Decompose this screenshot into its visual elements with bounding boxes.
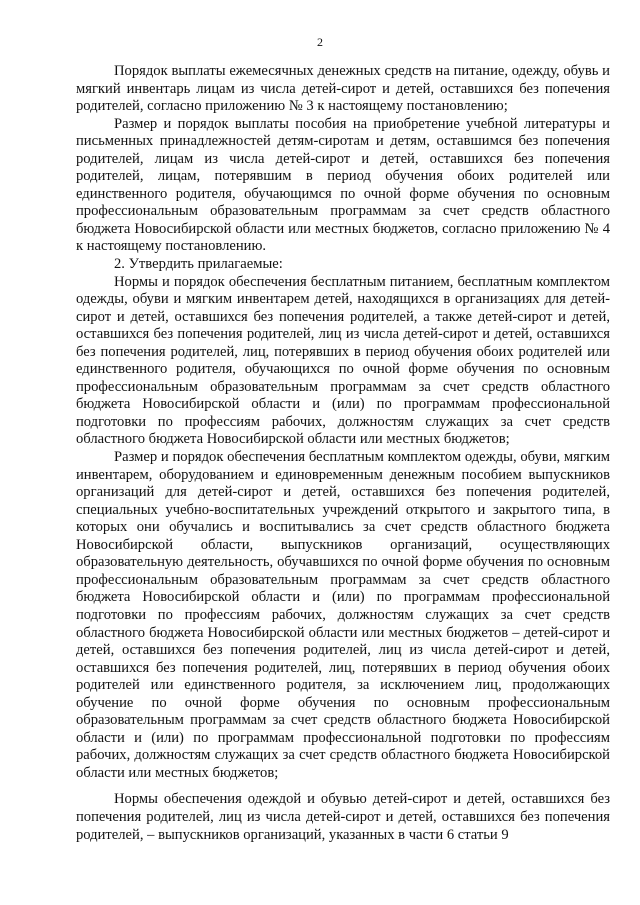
- document-body: [76, 63, 610, 844]
- paragraph-payment-procedure: Порядок выплаты ежемесячных денежных средств на питание, одежду, обувь и мягкий инвентарь лицам из числа детей-сирот и детей, оставшихся без попечения родителей, согласно приложению № 3 к настоящему постановлению;: [76, 63, 610, 115]
- paragraph-graduates-provision: Размер и порядок обеспечения бесплатным комплектом одежды, обуви, мягким инвентарем, оборудованием и единовременным денежным пособием выпускников организаций для детей-сирот и детей, оставшихся без попечения родителей, специальных учебно-воспитательных учреждений открытого и закрытого типа, в которых они обучались и воспитывались за счет средств областного бюджета Новосибирской области, выпускников организаций, осуществляющих образовательную деятельность, обучавшихся по очной форме обучения по основным профессиональным образовательным программам за счет средств областного бюджета Новосибирской области и (или) по программам профессиональной подготовки по профессиям рабочих, должностям служащих за счет средств областного бюджета Новосибирской области или местных бюджетов – детей-сирот и детей, оставшихся без попечения родителей, лиц из числа детей-сирот и детей, оставшихся без попечения родителей, лиц, потерявших в период обучения обоих родителей или единственного родителя, за исключением лиц, продолжающих обучение по очной форме обучения по основным профессиональным образовательным программам за счет средств областного бюджета Новосибирской области и (или) по программам профессиональной подготовки по профессиям рабочих, должностям служащих за счет средств областного бюджета Новосибирской области или местных бюджетов;: [76, 449, 610, 781]
- paragraph-clothing-footwear-norms: Нормы обеспечения одеждой и обувью детей-сирот и детей, оставшихся без попечения родителей, лиц из числа детей-сирот и детей, оставшихся без попечения родителей, – выпускников организаций, указанных в части 6 статьи 9: [76, 791, 610, 843]
- page-number: 2: [317, 35, 323, 49]
- paragraph-food-clothing-norms: Нормы и порядок обеспечения бесплатным питанием, бесплатным комплектом одежды, обуви и мягким инвентарем детей, находящихся в организациях для детей-сирот и детей, оставшихся без попечения родителей, а также детей-сирот и детей, оставшихся без попечения родителей, лиц из числа детей-сирот и детей, оставшихся без попечения родителей, лиц, потерявших в период обучения обоих родителей или единственного родителя, обучающихся по очной форме обучения по основным профессиональным образовательным программам за счет средств областного бюджета Новосибирской области и (или) по программам профессиональной подготовки по профессиям рабочих, должностям служащих за счет средств областного бюджета Новосибирской области или местных бюджетов;: [76, 273, 610, 448]
- paragraph-study-literature-allowance: Размер и порядок выплаты пособия на приобретение учебной литературы и письменных принадлежностей детям-сиротам и детям, оставшимся без попечения родителей, лицам из числа детей-сирот и детей, оставшихся без попечения родителей, лицам, потерявшим в период обучения обоих родителей или единственного родителя, обучающимся по очной форме обучения по основным профессиональным образовательным программам за счет средств областного бюджета Новосибирской области или местных бюджетов, согласно приложению № 4 к настоящему постановлению.: [76, 115, 610, 255]
- paragraph-approve-heading: 2. Утвердить прилагаемые:: [114, 256, 283, 273]
